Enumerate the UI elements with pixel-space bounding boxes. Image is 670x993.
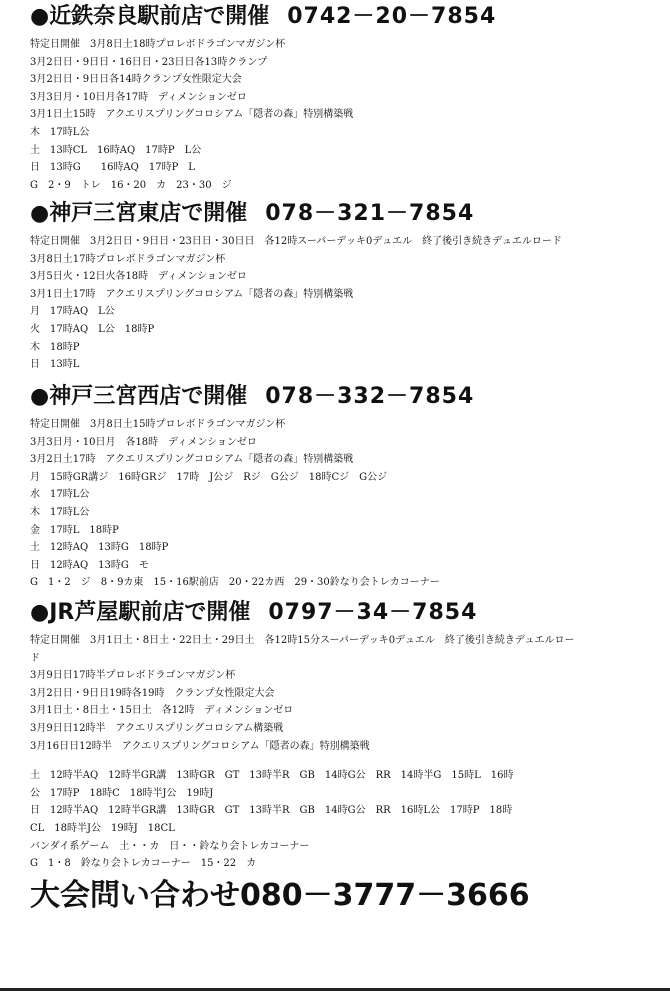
schedule-line: 月 15時GR講ジ 16時GRジ 17時 J公ジ Rジ G公ジ 18時Cジ G公ジ	[30, 471, 388, 483]
schedule-line: 3月5日火・12日火各18時 ディメンションゼロ	[30, 271, 247, 283]
store-name: ●神戸三宮西店で開催	[30, 384, 248, 409]
schedule-line: 3月1日土15時 アクエリスプリングコロシアム「隠者の森」特別構築戦	[30, 109, 354, 121]
schedule-line: 木 18時P	[30, 341, 80, 353]
schedule-list	[30, 36, 670, 194]
schedule-list	[30, 233, 670, 374]
schedule-line: 3月3日月・10日月各17時 ディメンションゼロ	[30, 91, 247, 103]
schedule-line: 3月2日日・9日日19時各19時 クランプ女性限定大会	[30, 687, 275, 699]
schedule-line: 3月2日日・9日日各14時クランプ女性限定大会	[30, 74, 242, 86]
schedule-line: 特定日開催 3月8日土15時プロレボドラゴンマガジン杯	[30, 419, 286, 430]
schedule-line: 3月3日月・10日月 各18時 ディメンションゼロ	[30, 436, 257, 448]
section-kobe-sannomiya-west	[30, 384, 670, 592]
schedule-line: 木 17時L公	[30, 506, 90, 518]
schedule-line: 3月16日日12時半 アクエリスプリングコロシアム「隠者の森」特別構築戦	[30, 740, 370, 752]
store-name: ●神戸三宮東店で開催	[30, 201, 248, 226]
schedule-line: 日 13時G 16時AQ 17時P L	[30, 162, 195, 174]
section-heading	[30, 4, 670, 30]
schedule-line: 水 17時L公	[30, 489, 90, 501]
inquiry-contact: 大会問い合わせ080－3777－3666	[30, 878, 530, 913]
schedule-line: G 1・8 鈴なり会トレカコーナー 15・22 カ	[30, 858, 257, 870]
spacer	[30, 755, 670, 767]
schedule-line: 金 17時L 18時P	[30, 524, 119, 536]
schedule-line: 3月2日日・9日日・16日日・23日日各13時クランプ	[30, 56, 268, 68]
section-kobe-sannomiya-east	[30, 201, 670, 374]
section-kintetsu-nara	[30, 4, 670, 194]
schedule-line: バンダイ系ゲーム 土・・カ 日・・鈴なり会トレカコーナー	[30, 840, 310, 852]
schedule-line: 3月2日土17時 アクエリスプリングコロシアム「隠者の森」特別構築戦	[30, 454, 354, 466]
schedule-line: G 2・9 トレ 16・20 カ 23・30 ジ	[30, 179, 232, 191]
section-jr-ashiya	[30, 600, 670, 873]
schedule-line: 日 12時半AQ 12時半GR講 13時GR GT 13時半R GB 14時G公 RR 16時L公 17時P 18時	[30, 805, 513, 817]
schedule-list	[30, 632, 670, 873]
schedule-line: 月 17時AQ L公	[30, 306, 115, 318]
schedule-line: 3月1日土・8日土・15日土 各12時 ディメンションゼロ	[30, 705, 294, 717]
schedule-line: 3月9日日12時半 アクエリスプリングコロシアム構築戦	[30, 722, 284, 734]
schedule-line: 3月9日日17時半プロレボドラゴンマガジン杯	[30, 670, 236, 682]
store-phone: 078－321－7854	[265, 201, 475, 226]
schedule-line: G 1・2 ジ 8・9カ東 15・16駅前店 20・22カ西 29・30鈴なり会トレカコーナー	[30, 577, 440, 589]
section-heading	[30, 384, 670, 410]
schedule-line: CL 18時半J公 19時J 18CL	[30, 822, 175, 834]
schedule-line: 土 13時CL 16時AQ 17時P L公	[30, 144, 202, 156]
store-phone: 0797－34－7854	[268, 600, 478, 625]
schedule-line: 土 12時AQ 13時G 18時P	[30, 542, 169, 554]
schedule-list	[30, 416, 670, 592]
schedule-line: 日 12時AQ 13時G モ	[30, 559, 149, 571]
schedule-line: 日 13時L	[30, 359, 80, 371]
section-heading	[30, 201, 670, 227]
schedule-line: 木 17時L公	[30, 126, 90, 138]
store-phone: 078－332－7854	[265, 384, 475, 409]
schedule-line: 特定日開催 3月2日日・9日日・23日日・30日日 各12時スーパーデッキ0デュエル 終了後引き続きデュエルロード	[30, 236, 562, 247]
bottom-divider	[0, 988, 670, 991]
store-name: ●近鉄奈良駅前店で開催	[30, 4, 270, 29]
store-name: ●JR芦屋駅前店で開催	[30, 600, 251, 625]
schedule-line: 3月1日土17時 アクエリスプリングコロシアム「隠者の森」特別構築戦	[30, 288, 354, 300]
schedule-line: 特定日開催 3月8日土18時プロレボドラゴンマガジン杯	[30, 39, 286, 50]
section-heading	[30, 600, 670, 626]
schedule-line: 公 17時P 18時C 18時半J公 19時J	[30, 787, 214, 799]
schedule-line: 土 12時半AQ 12時半GR講 13時GR GT 13時半R GB 14時G公 RR 14時半G 15時L 16時	[30, 770, 514, 782]
schedule-line: 特定日開催 3月1日土・8日土・22日土・29日土 各12時15分スーパーデッキ0デュエル 終了後引き続きデュエルロー	[30, 635, 575, 646]
schedule-line: ド	[30, 652, 40, 664]
schedule-line: 火 17時AQ L公 18時P	[30, 323, 155, 335]
store-phone: 0742－20－7854	[287, 4, 497, 29]
schedule-line: 3月8日土17時プロレボドラゴンマガジン杯	[30, 253, 226, 265]
